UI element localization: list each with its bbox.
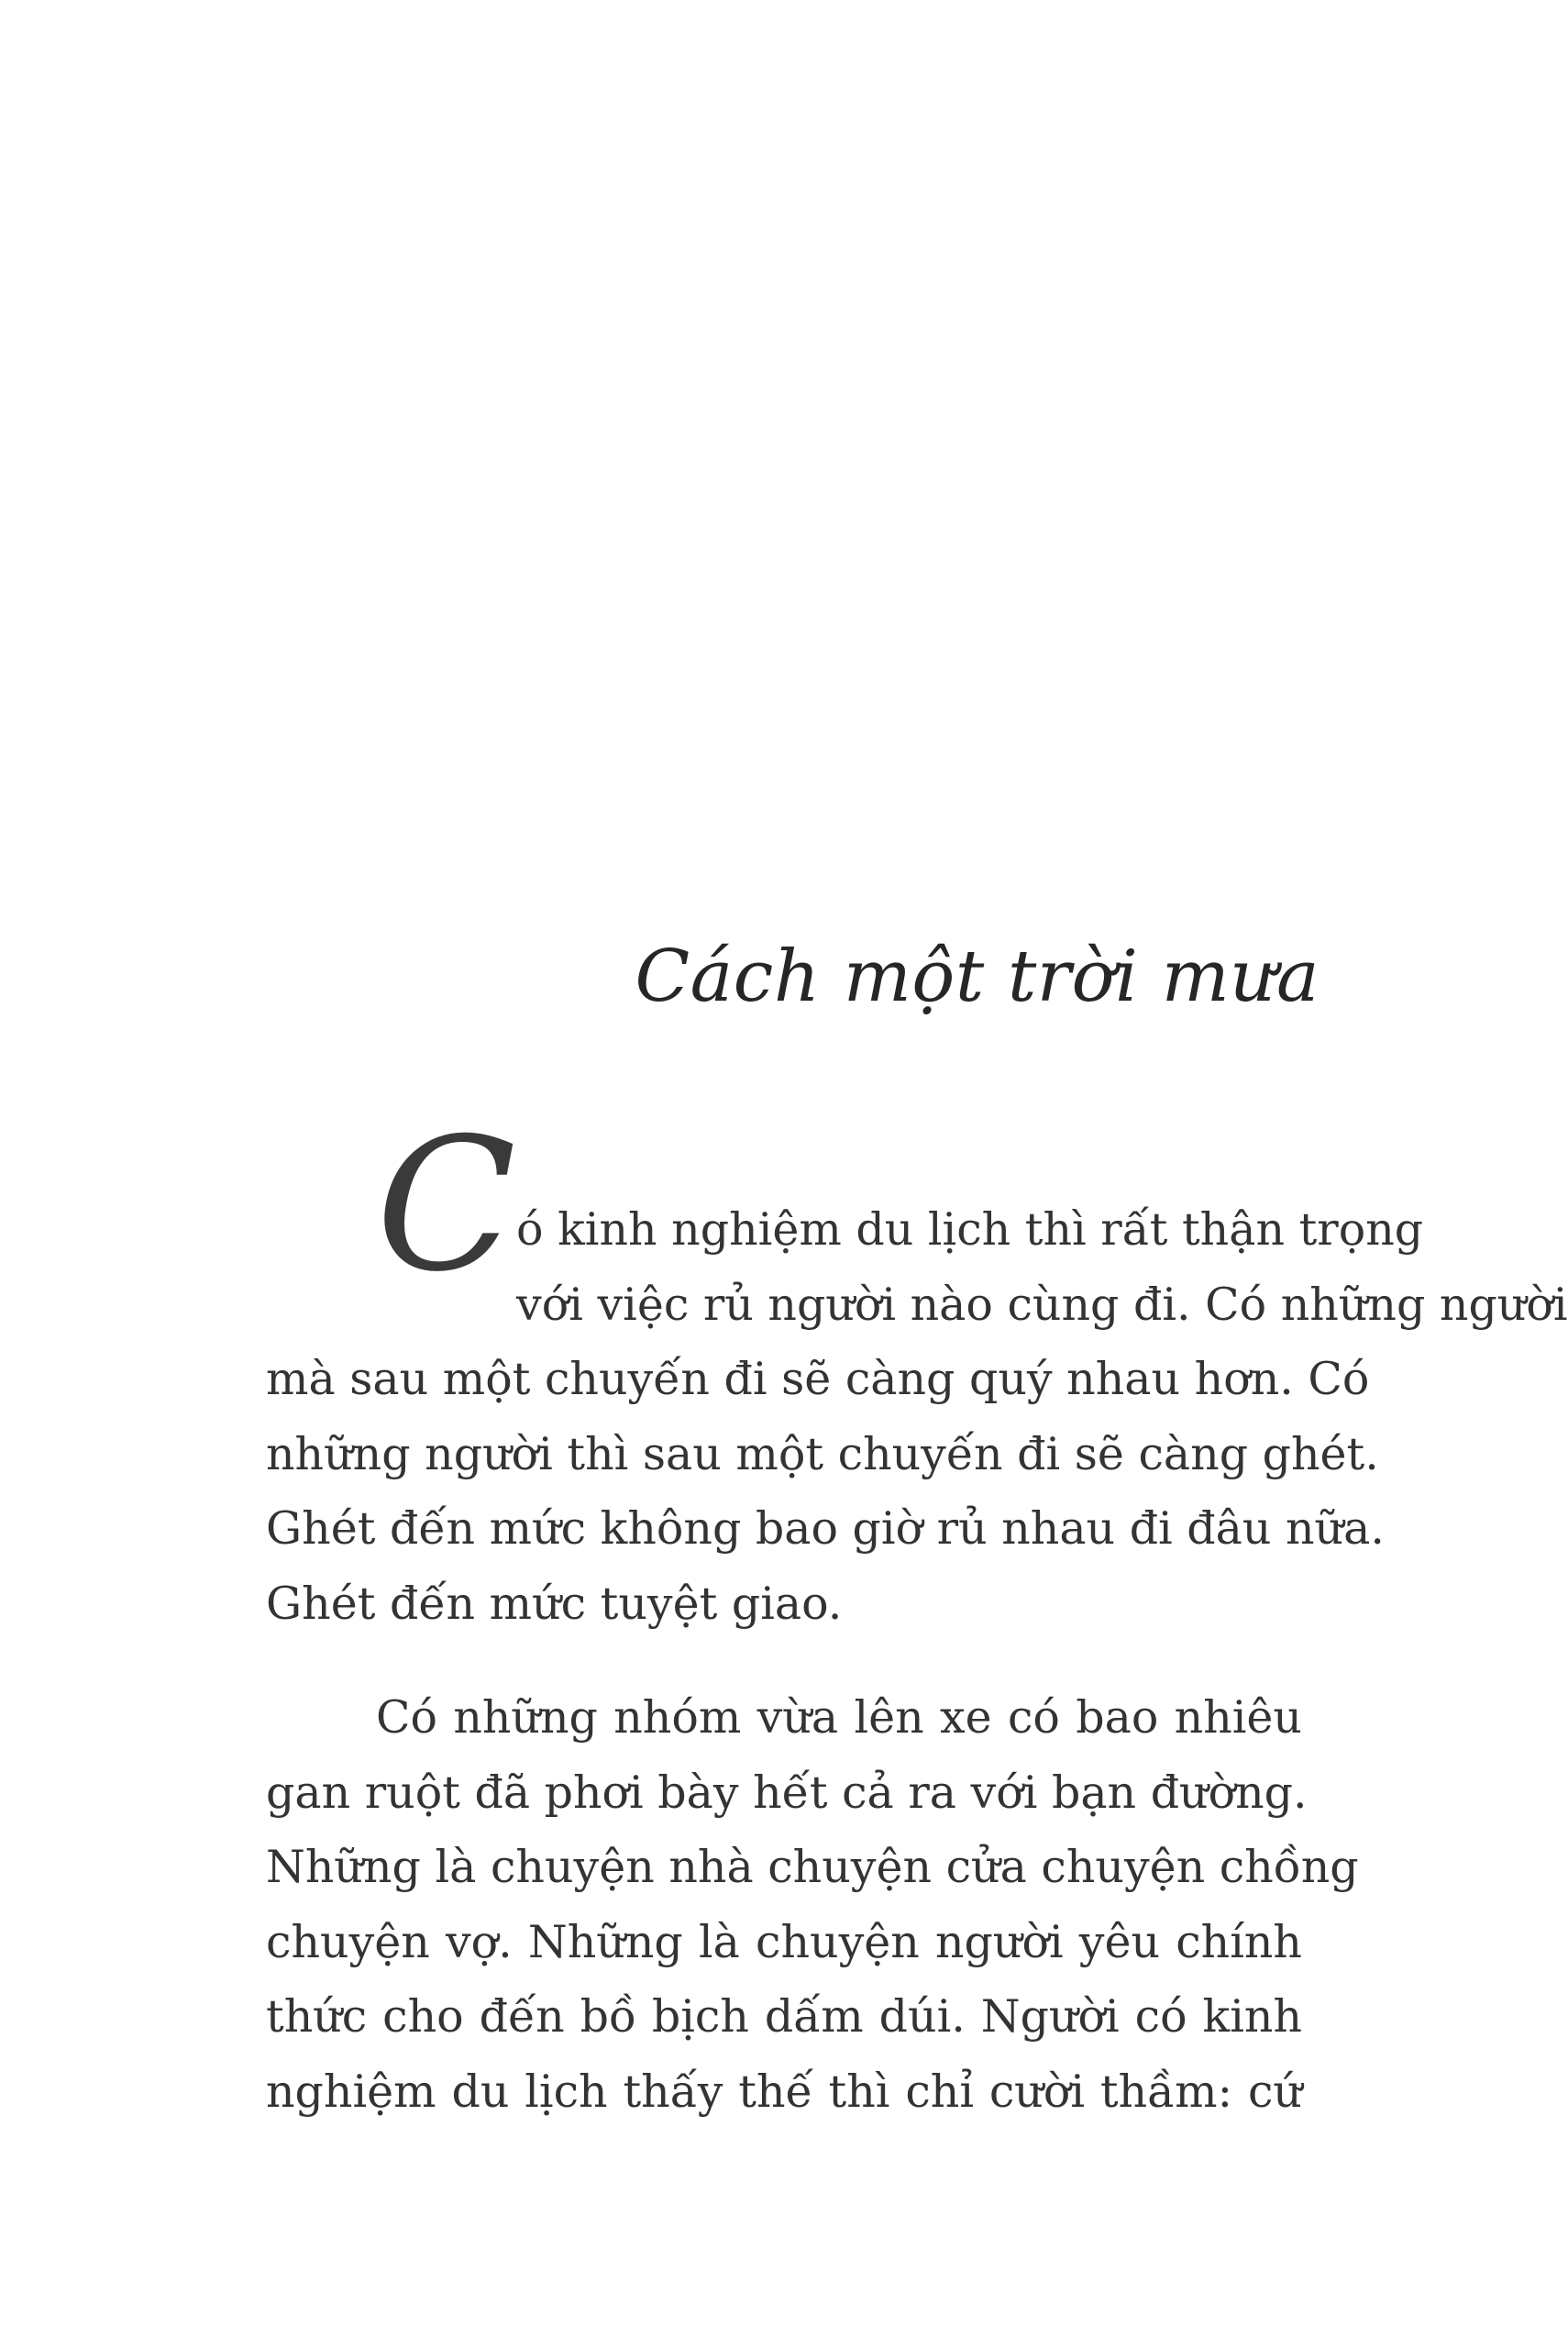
chapter-title: Cách một trời mưa (635, 936, 1320, 1018)
paragraph-2 (266, 1680, 1359, 2129)
text-line: những người thì sau một chuyến đi sẽ càng ghét. (266, 1427, 1379, 1480)
text-line: chuyện vợ. Những là chuyện người yêu chính (266, 1915, 1302, 1968)
text-line: Ghét đến mức không bao giờ rủ nhau đi đâu nữa. (266, 1502, 1385, 1555)
text-line: với việc rủ người nào cùng đi. Có những người (516, 1278, 1568, 1331)
text-line: Những là chuyện nhà chuyện cửa chuyện chồng (266, 1841, 1359, 1893)
text-line: Có những nhóm vừa lên xe có bao nhiêu (376, 1691, 1302, 1744)
text-line: nghiệm du lịch thấy thế thì chỉ cười thầm: cứ (266, 2065, 1302, 2118)
text-line: ó kinh nghiệm du lịch thì rất thận trọng (516, 1203, 1424, 1256)
paragraph-1 (266, 1099, 1568, 1641)
text-line: thức cho đến bồ bịch dấm dúi. Người có kinh (266, 1990, 1302, 2043)
drop-cap: C (376, 1099, 517, 1312)
text-line: gan ruột đã phơi bày hết cả ra với bạn đường. (266, 1766, 1308, 1819)
text-line: Ghét đến mức tuyệt giao. (266, 1577, 843, 1630)
text-line: mà sau một chuyến đi sẽ càng quý nhau hơn. Có (266, 1353, 1370, 1405)
